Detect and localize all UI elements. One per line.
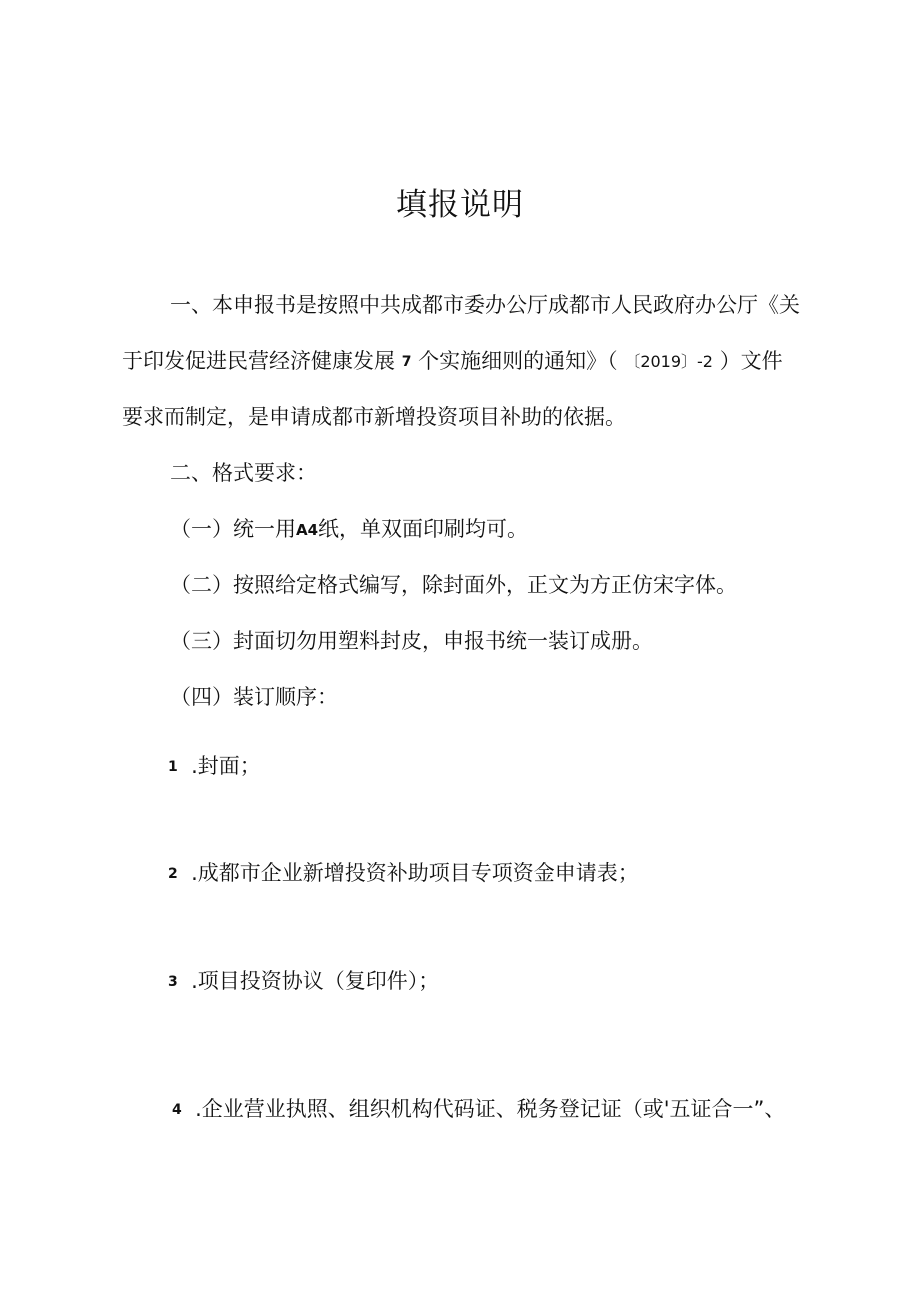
list-item-number: 2 (168, 866, 178, 882)
paper-size: A4 (296, 521, 319, 539)
requirement-1-prefix: （一）统一用 (170, 517, 296, 541)
list-item-number: 1 (168, 759, 178, 775)
list-item-text: .成都市企业新增投资补助项目专项资金申请表； (191, 861, 639, 885)
list-item-number: 3 (168, 974, 178, 990)
list-item (168, 858, 639, 889)
list-item-text: .项目投资协议（复印件）； (191, 969, 440, 993)
requirement-4: （四）装订顺序： (170, 685, 338, 709)
requirement-1 (170, 514, 528, 545)
paragraph-1-number: 7 (401, 354, 412, 370)
paragraph-1-line-2-text-a: 于印发促进民营经济健康发展 (122, 349, 395, 373)
paragraph-1-line-2-text-b: 个实施细则的通知》（ (418, 349, 618, 373)
paragraph-1-line-2-text-c: ）文件 (719, 349, 783, 373)
requirement-2: （二）按照给定格式编写，除封面外，正文为方正仿宋字体。 (170, 573, 737, 597)
list-item (172, 1094, 785, 1125)
document-code: 〔2019〕-2 (624, 352, 713, 371)
requirement-3: （三）封面切勿用塑料封皮，申报书统一装订成册。 (170, 629, 653, 653)
list-item-text: .封面； (191, 754, 261, 778)
document-title: 填报说明 (396, 187, 524, 223)
list-item (168, 966, 439, 997)
paragraph-1-line-3: 要求而制定，是申请成都市新增投资项目补助的依据。 (122, 405, 626, 429)
list-item-number: 4 (172, 1102, 182, 1118)
section-heading-format: 二、格式要求： (170, 461, 317, 485)
requirement-1-suffix: 纸，单双面印刷均可。 (318, 517, 529, 541)
paragraph-1-line-1: 一、本申报书是按照中共成都市委办公厅成都市人民政府办公厅《关 (170, 293, 800, 317)
list-item (168, 751, 261, 782)
paragraph-1-line-2 (122, 346, 783, 377)
list-item-text: .企业营业执照、组织机构代码证、税务登记证（或'五证合一”、 (195, 1097, 786, 1121)
